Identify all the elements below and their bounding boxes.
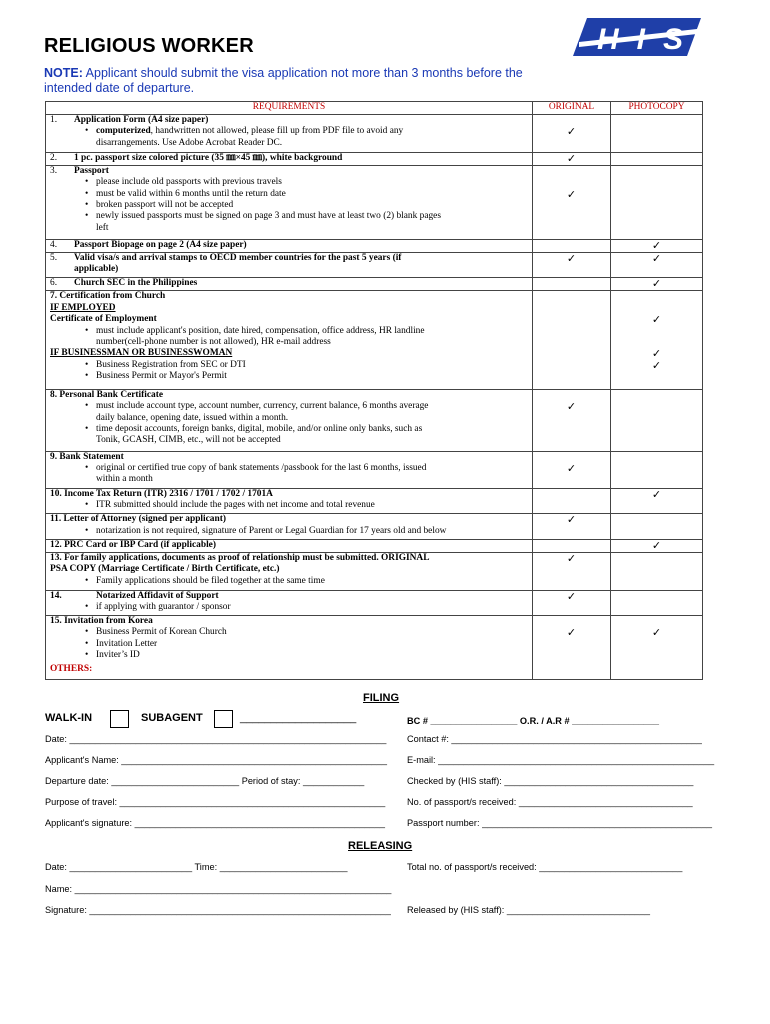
- row-8-bullet-1-cont: daily balance, opening date, issued within a month.: [96, 412, 289, 423]
- row-7-bullet-1: • must include applicant's position, date hired, compensation, office address, HR landline: [50, 326, 532, 337]
- row-1-number: 1.: [50, 115, 58, 125]
- contact-field[interactable]: Contact #: _________________________________________________: [407, 734, 702, 744]
- subagent-label: SUBAGENT: [141, 712, 203, 724]
- row-4-title: Passport Biopage on page 2 (A4 size paper): [74, 239, 247, 250]
- released-by-field[interactable]: Released by (HIS staff): ____________________________: [407, 905, 650, 915]
- date-field[interactable]: Date: ______________________________________________________________: [45, 734, 387, 744]
- row-8-bullet-2-cont: Tonik, GCASH, CIMB, etc., will not be accepted: [96, 435, 281, 446]
- row-15-bullet-2: • Invitation Letter: [50, 639, 532, 650]
- check-mark: ✓: [566, 400, 577, 414]
- row-15-title: 15. Invitation from Korea: [50, 615, 153, 626]
- row-13-bullet-1: • Family applications should be filed together at the same time: [50, 576, 532, 587]
- row-10-title: 10. Income Tax Return (ITR) 2316 / 1701 / 1702 / 1701A: [50, 489, 273, 500]
- subagent-checkbox[interactable]: [214, 710, 233, 728]
- table-row-3: [46, 165, 703, 239]
- row-3-bullet-2: • must be valid within 6 months until the return date: [50, 189, 532, 200]
- table-row-11: [46, 514, 703, 539]
- row-7-bullet-3: • Business Permit or Mayor's Permit: [50, 371, 532, 382]
- table-row-13: [46, 553, 703, 591]
- passport-number-field[interactable]: Passport number: _____________________________________________: [407, 818, 712, 828]
- row-1-bullet-cont: disarrangements. Use Adobe Acrobat Reader DC.: [96, 137, 283, 148]
- table-row-1: [46, 115, 703, 153]
- col-photocopy: PHOTOCOPY: [611, 102, 703, 115]
- checked-by-field[interactable]: Checked by (HIS staff): _____________________________________: [407, 776, 694, 786]
- check-mark: ✓: [651, 277, 662, 291]
- row-9-title: 9. Bank Statement: [50, 451, 124, 462]
- check-mark: ✓: [651, 238, 662, 252]
- row-2-title: 1 pc. passport size colored picture (35 ㎜×45 ㎜), white background: [74, 152, 343, 163]
- row-10-bullet-1: • ITR submitted should include the pages with net income and total revenue: [50, 500, 532, 511]
- check-mark: ✓: [566, 513, 577, 527]
- row-9-bullet-1-cont: within a month: [96, 474, 153, 485]
- applicant-signature-field[interactable]: Applicant's signature: _________________________________________________: [45, 818, 385, 828]
- row-8-bullet-1: • must include account type, account number, currency, current balance, 6 months average: [50, 401, 532, 412]
- row-7-employed: IF EMPLOYED: [50, 302, 116, 313]
- release-signature-field[interactable]: Signature: ___________________________________________________________: [45, 905, 391, 915]
- table-row-5: [46, 252, 703, 277]
- release-name-field[interactable]: Name: ______________________________________________________________: [45, 884, 392, 894]
- check-mark: ✓: [651, 251, 662, 265]
- row-2-number: 2.: [50, 152, 58, 163]
- check-mark: ✓: [651, 488, 662, 502]
- table-header-row: [46, 102, 703, 115]
- row-3-bullet-4-cont: left: [96, 222, 109, 233]
- row-8-bullet-2: • time deposit accounts, foreign banks, digital, mobile, and/or online only banks, such as: [50, 424, 532, 435]
- his-logo: [573, 18, 701, 56]
- row-1-bullet-text: , handwritten not allowed, please fill up from PDF file to avoid any: [150, 126, 404, 137]
- col-original: ORIGINAL: [533, 102, 611, 115]
- table-row-4: [46, 239, 703, 252]
- check-mark: ✓: [651, 313, 662, 327]
- table-row-8: [46, 389, 703, 451]
- row-11-bullet-1: • notarization is not required, signature of Parent or Legal Guardian for 17 years old and below: [50, 526, 532, 537]
- row-7-bullet-1-cont: number(cell-phone number is not allowed), HR e-mail address: [96, 337, 331, 348]
- row-8-title: 8. Personal Bank Certificate: [50, 389, 163, 400]
- check-mark: ✓: [566, 251, 577, 265]
- row-5-title: Valid visa/s and arrival stamps to OECD member countries for the past 5 years (if: [74, 252, 402, 263]
- subagent-name-field[interactable]: ___________________: [240, 712, 357, 724]
- row-11-title: 11. Letter of Attorney (signed per applicant): [50, 514, 226, 525]
- check-mark: ✓: [566, 552, 577, 565]
- row-13-title-cont: PSA COPY (Marriage Certificate / Birth Certificate, etc.): [50, 564, 280, 575]
- check-mark: ✓: [566, 151, 577, 165]
- note-text-2: intended date of departure.: [44, 80, 195, 95]
- table-row-9: [46, 451, 703, 489]
- table-row-7: [46, 291, 703, 389]
- check-mark: ✓: [651, 347, 662, 361]
- row-5-title-cont: applicable): [74, 264, 119, 275]
- row-7-business: IF BUSINESSMAN OR BUSINESSWOMAN: [50, 348, 233, 359]
- row-9-bullet-1: • original or certified true copy of bank statements /passbook for the last 6 months, issued: [50, 463, 532, 474]
- release-datetime-field[interactable]: Date: ________________________ Time: _________________________: [45, 862, 348, 872]
- row-14-title: Notarized Affidavit of Support: [96, 590, 219, 601]
- table-row-2: [46, 152, 703, 165]
- page-title: RELIGIOUS WORKER: [44, 35, 254, 57]
- row-6-number: 6.: [50, 278, 58, 289]
- row-12-title: 12. PRC Card or IBP Card (if applicable): [50, 539, 216, 550]
- check-mark: ✓: [566, 461, 577, 475]
- row-15-bullet-1: • Business Permit of Korean Church: [50, 627, 532, 638]
- walkin-label: WALK-IN: [45, 712, 93, 724]
- logo-text: HIS: [597, 23, 683, 56]
- note: [44, 66, 604, 95]
- table-row-15: [46, 615, 703, 679]
- check-mark: ✓: [566, 626, 577, 640]
- others-label: OTHERS:: [50, 663, 93, 674]
- check-mark: ✓: [566, 125, 577, 139]
- check-mark: ✓: [651, 358, 662, 372]
- row-14-bullet-1: • if applying with guarantor / sponsor: [50, 602, 532, 613]
- table-row-14: [46, 590, 703, 615]
- total-passports-field[interactable]: Total no. of passport/s received: ____________________________: [407, 862, 683, 872]
- purpose-field[interactable]: Purpose of travel: ____________________________________________________: [45, 797, 386, 807]
- row-1-title: Application Form (A4 size paper): [74, 115, 209, 125]
- row-7-title: 7. Certification from Church: [50, 291, 166, 302]
- bc-or-field[interactable]: BC # _________________ O.R. / A.R # _________________: [407, 716, 660, 726]
- walkin-checkbox[interactable]: [110, 710, 129, 728]
- row-3-bullet-3: • broken passport will not be accepted: [50, 200, 532, 211]
- row-13-title: 13. For family applications, documents as proof of relationship must be submitted. ORIGINAL: [50, 553, 430, 563]
- requirements-table: [45, 101, 703, 680]
- row-4-number: 4.: [50, 239, 58, 250]
- row-6-title: Church SEC in the Philippines: [74, 278, 198, 289]
- row-14-number: 14.: [50, 590, 62, 601]
- col-requirements: REQUIREMENTS: [46, 102, 533, 115]
- row-3-number: 3.: [50, 165, 58, 176]
- note-label: NOTE:: [44, 66, 83, 80]
- check-mark: ✓: [651, 538, 662, 552]
- table-row-6: [46, 278, 703, 291]
- row-5-number: 5.: [50, 252, 58, 263]
- row-3-title: Passport: [74, 165, 109, 176]
- check-mark: ✓: [566, 187, 577, 201]
- row-7-bullet-2: • Business Registration from SEC or DTI: [50, 360, 532, 371]
- row-15-bullet-3: • Inviter’s ID: [50, 650, 532, 661]
- row-3-bullet-1: • please include old passports with previous travels: [50, 177, 532, 188]
- releasing-heading: RELEASING: [348, 840, 413, 852]
- check-mark: ✓: [651, 626, 662, 640]
- note-text-1: Applicant should submit the visa application not more than 3 months before the: [82, 66, 523, 80]
- departure-field[interactable]: Departure date: _________________________ Period of stay: ____________: [45, 776, 365, 786]
- passports-received-field[interactable]: No. of passport/s received: __________________________________: [407, 797, 693, 807]
- row-7-coe: Certificate of Employment: [50, 314, 157, 325]
- applicant-name-field[interactable]: Applicant's Name: ____________________________________________________: [45, 755, 388, 765]
- email-field[interactable]: E-mail: ______________________________________________________: [407, 755, 715, 765]
- filing-heading: FILING: [363, 692, 400, 704]
- table-row-12: [46, 539, 703, 552]
- check-mark: ✓: [566, 589, 577, 603]
- table-row-10: [46, 489, 703, 514]
- row-3-bullet-4: • newly issued passports must be signed on page 3 and must have at least two (2) blank pages: [50, 211, 532, 222]
- row-1-bullet-bold: computerized: [96, 126, 151, 137]
